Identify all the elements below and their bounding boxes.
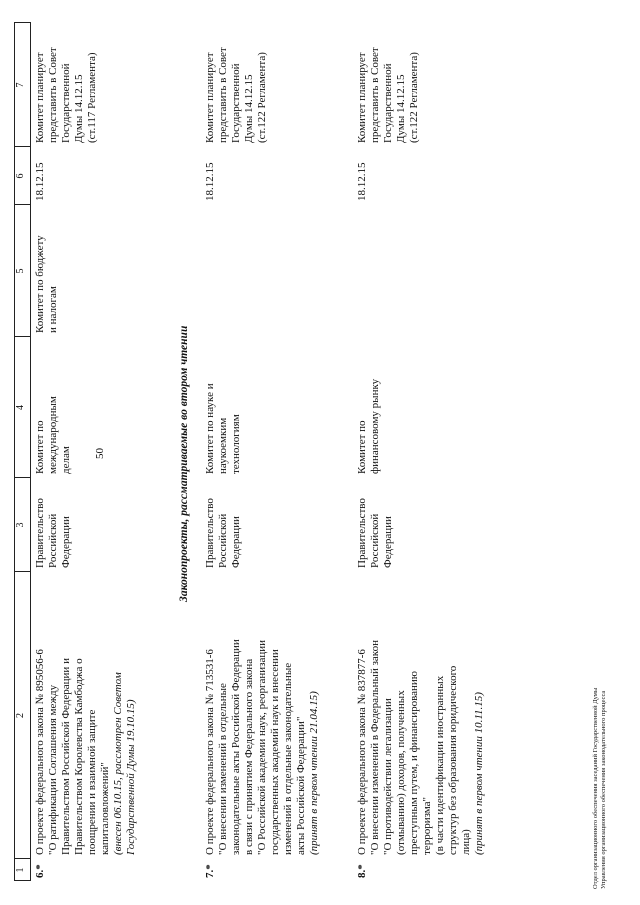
column-header: 7 bbox=[15, 82, 26, 88]
column-header: 3 bbox=[15, 522, 26, 528]
column-header: 6 bbox=[15, 173, 26, 179]
co-committee: Комитет по бюджету и налогам bbox=[34, 235, 59, 333]
initiator: Правительство Российской Федерации bbox=[356, 498, 394, 568]
bill-title: О проекте федерального закона № 837877-6 "О внесении изменений в Федеральный закон "О противодействии легализации (отмыванию) доходов, полученных преступным путем, и финансированию терроризма" (в части идентификации иностранных структур без образования юридического лица) bbox=[356, 640, 472, 855]
date: 18.12.15 bbox=[356, 162, 368, 201]
date: 18.12.15 bbox=[34, 162, 46, 201]
column-header: 2 bbox=[15, 713, 26, 718]
initiator: Правительство Российской Федерации bbox=[204, 498, 242, 568]
page-number: 50 bbox=[94, 448, 106, 459]
header-bottom-border bbox=[30, 23, 31, 881]
remark: Комитет планирует представить в Совет Государственной Думы 14.12.15 (ст.122 Регламента) bbox=[204, 47, 268, 143]
bill-title: О проекте федерального закона № 713531-6 "О внесении изменений в отдельные законодательные акты Российской Федерации в связи с принятием Федерального закона "О Российской академии наук, реорганизации государственных академий наук и внесении изменений в отдельные законодательные акты Российской Федерации" bbox=[204, 639, 307, 855]
responsible-committee: Комитет по международным делам bbox=[34, 396, 72, 474]
row-number: 8.* bbox=[356, 864, 368, 878]
bill-note: (принят в первом чтении 10.11.15) bbox=[473, 692, 485, 855]
responsible-committee: Комитет по финансовому рынку bbox=[356, 378, 381, 474]
footer-directorate: Управления организационного обеспечения законодательного процесса bbox=[600, 690, 607, 889]
bill-note: (внесен 06.10.15, рассмотрен Советом Государственной Думы 19.10.15) bbox=[112, 672, 137, 855]
column-header: 1 bbox=[15, 867, 26, 873]
column-header: 5 bbox=[15, 268, 26, 274]
section-title: Законопроекты, рассматриваемые во втором чтении bbox=[178, 325, 190, 602]
remark: Комитет планирует представить в Совет Государственной Думы 14.12.15 (ст.122 Регламента) bbox=[356, 47, 420, 143]
row-number: 6.* bbox=[34, 864, 46, 878]
responsible-committee: Комитет по науке и наукоемким технологиям bbox=[204, 383, 242, 474]
bill-title: О проекте федерального закона № 895056-6 "О ратификации Соглашения между Правительством Российской Федерации и Правительством Королевства Камбоджа о поощрении и взаимной защите капиталовложений" bbox=[34, 649, 111, 855]
column-header: 4 bbox=[15, 405, 26, 410]
initiator: Правительство Российской Федерации bbox=[34, 498, 72, 568]
row-number: 7.* bbox=[204, 864, 216, 878]
bill-note: (принят в первом чтении 21.04.15) bbox=[308, 691, 320, 855]
remark: Комитет планирует представить в Совет Государственной Думы 14.12.15 (ст.117 Регламента) bbox=[34, 47, 98, 143]
date: 18.12.15 bbox=[204, 162, 216, 201]
footer-department: Отдел организационного обеспечения заседаний Государственной Думы bbox=[592, 687, 599, 889]
